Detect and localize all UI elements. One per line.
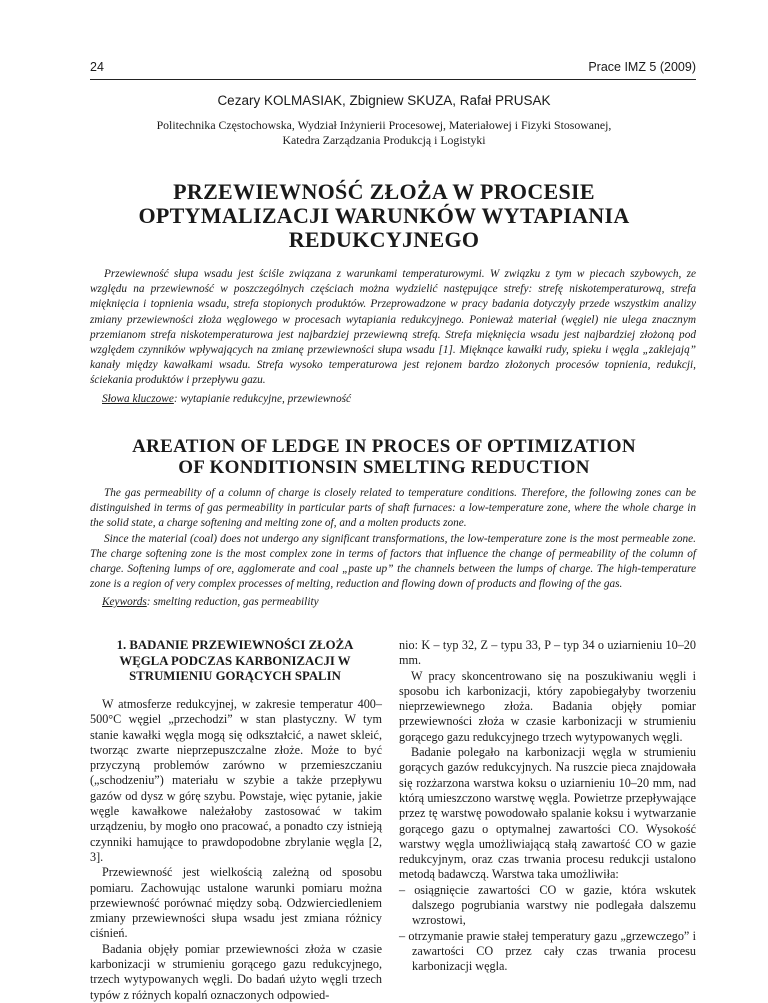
title-english <box>60 436 708 478</box>
affiliation <box>0 118 768 148</box>
body-paragraph: nio: K – typ 32, Z – typu 33, P – typ 34 o uziarnieniu 10–20 mm. <box>399 638 696 668</box>
heading-line: STRUMIENIU GORĄCYCH SPALIN <box>129 669 341 683</box>
keywords-english <box>102 596 319 608</box>
header-rule <box>90 79 696 80</box>
heading-line: WĘGLA PODCZAS KARBONIZACJI W <box>119 653 351 668</box>
affiliation-line: Katedra Zarządzania Produkcją i Logistyki <box>282 133 486 147</box>
right-column <box>399 638 696 975</box>
title-line: OPTYMALIZACJI WARUNKÓW WYTAPIANIA <box>138 203 630 228</box>
abstract-paragraph: The gas permeability of a column of charge is closely related to temperature conditions. Therefore, the following zones can be distinguished in terms of gas permeability in particular parts of shaft furnaces: a low-temperature zone, where the whole charge in the solid state, a charge softening and melting zone of, and a molten products zone. <box>90 487 696 530</box>
title-line: REDUKCYJNEGO <box>288 227 480 252</box>
authors: Cezary KOLMASIAK, Zbigniew SKUZA, Rafał PRUSAK <box>217 93 551 108</box>
journal-reference: Prace IMZ 5 (2009) <box>588 60 696 74</box>
keywords-label: Słowa kluczowe <box>102 393 174 405</box>
keywords-polish <box>102 393 351 405</box>
body-paragraph: Przewiewność jest wielkością zależną od sposobu pomiaru. Zachowując ustalone warunki pomiaru można przewiewność porównać między sobą. Odzwierciedleniem zmiany przewiewności słupa wsadu jest zmiana różnicy ciśnień. <box>90 865 382 941</box>
left-column <box>90 697 382 1003</box>
section-heading <box>90 638 380 685</box>
body-paragraph: Badanie polegało na karbonizacji węgla w strumieniu gorących gazów redukcyjnych. Na ruszcie pieca znajdowała się rozżarzona warstwa koksu o uziarnieniu 10–20 mm, nad którą umieszczono warstwę węgla. Powietrze przepływające przez tę warstwę powodowało spalanie koksu i wytwarzanie gorącego gazu o optymalnej zawartości CO. Wysokość warstwy węgla umożliwiającą stałą zawartość CO w gazie redukcyjnym, oraz czas trwania procesu redukcji ustalono metodą badawczą. Warstwa taka umożliwiła: <box>399 745 696 882</box>
list-item: – osiągnięcie zawartości CO w gazie, która wskutek dalszego pogrubiania warstwy nie podlegała dalszemu wzrostowi, <box>399 882 696 928</box>
abstract-paragraph: Przewiewność słupa wsadu jest ściśle związana z warunkami temperaturowymi. W związku z tym w piecach szybowych, ze względu na przewiewność w poszczególnych częściach można wydzielić następujące strefy: strefę niskotemperaturową, strefa mięknięcia i topnienia wsadu, strefa stopionych produktów. Przeprowadzone w pracy badania dotyczyły przede wszystkim analizy zmiany przewiewności złoża węglowego w procesach wytapiania redukcyjnego. Ponieważ materiał (węgiel) nie ulega znacznym przemianom strefa niskotemperaturowa jest najbardziej przewiewną strefą. Strefa mięknięcia wsadu jest najbardziej złożoną pod względem czynników wpływających na zmianę przewiewności słupa wsadu [1]. Mięknące kawałki rudy, spieku i węgla „zaklejają” kanały między kawałkami wsadu. Strefa wysoko temperaturowa jest rejonem bardzo złożonych procesów topnienia, redukcji, ściekania produktów i przepływu gazu. <box>90 268 696 387</box>
title-line: AREATION OF LEDGE IN PROCES OF OPTIMIZATION <box>132 436 636 457</box>
list-item: – otrzymanie prawie stałej temperatury gazu „grzewczego” i zawartości CO przez cały czas trwania procesu karbonizacji węgla. <box>399 928 696 974</box>
body-paragraph: W atmosferze redukcyjnej, w zakresie temperatur 400–500°C węgiel „przechodzi” w stan plastyczny. W tym stanie kawałki węgla mogą się odkształcić, a nawet skleić, tworząc zwarte nieprzepuszczalne złoże. Może to być przyczyną problemów zarówno w przemieszczaniu („schodzeniu”) materiału w szybie a także przepływu gazów od dysz w górę szybu. Powstaje, więc pytanie, jakie węgle kawałkowe należałoby zastosować w takim urządzeniu, by mogło ono pracować, a ponadto czy istnieją czynniki hamujące to prawdopodobne zbrylanie węgla [2, 3]. <box>90 697 382 864</box>
keywords-text: : smelting reduction, gas permeability <box>146 596 319 608</box>
keywords-label: Keywords <box>102 596 147 608</box>
abstract-polish <box>90 267 696 389</box>
page-number: 24 <box>90 60 104 74</box>
body-paragraph: W pracy skoncentrowano się na poszukiwaniu węgli i sposobu ich karbonizacji, który zapobiegałyby tworzeniu nieprzewiewnego złoża. Badania objęły pomiar przewiewności złoża w czasie karbonizacji w strumieniu gorącego gazu redukcyjnego trzech wytypowanych węgli. <box>399 668 696 744</box>
abstract-english <box>90 486 696 592</box>
title-polish <box>60 180 708 252</box>
abstract-paragraph: Since the material (coal) does not undergo any significant transformations, the low-temperature zone is the most permeable zone. The charge softening zone is the most complex zone in terms of factors that influence the change of permeability of the column of charge. Softening lumps of ore, agglomerate and coal „paste up” the channels between the lumps of charge. The high-temperature zone is a region of very complex processes of melting, reduction and flowing down of products and flowing of the gas. <box>90 532 696 591</box>
keywords-text: : wytapianie redukcyjne, przewiewność <box>173 393 352 405</box>
title-line: PRZEWIEWNOŚĆ ZŁOŻA W PROCESIE <box>173 179 595 204</box>
affiliation-line: Politechnika Częstochowska, Wydział Inżynierii Procesowej, Materiałowej i Fizyki Stosowanej, <box>156 118 612 132</box>
heading-line: 1. BADANIE PRZEWIEWNOŚCI ZŁOŻA <box>116 638 354 652</box>
body-paragraph: Badania objęły pomiar przewiewności złoża w czasie karbonizacji w strumieniu gorącego gazu redukcyjnego, trzech wytypowanych węgli. Do badań użyto węgli trzech typów z różnych kopalń oznaczonych odpowied- <box>90 941 382 1002</box>
title-line: OF KONDITIONSIN SMELTING REDUCTION <box>178 457 590 478</box>
